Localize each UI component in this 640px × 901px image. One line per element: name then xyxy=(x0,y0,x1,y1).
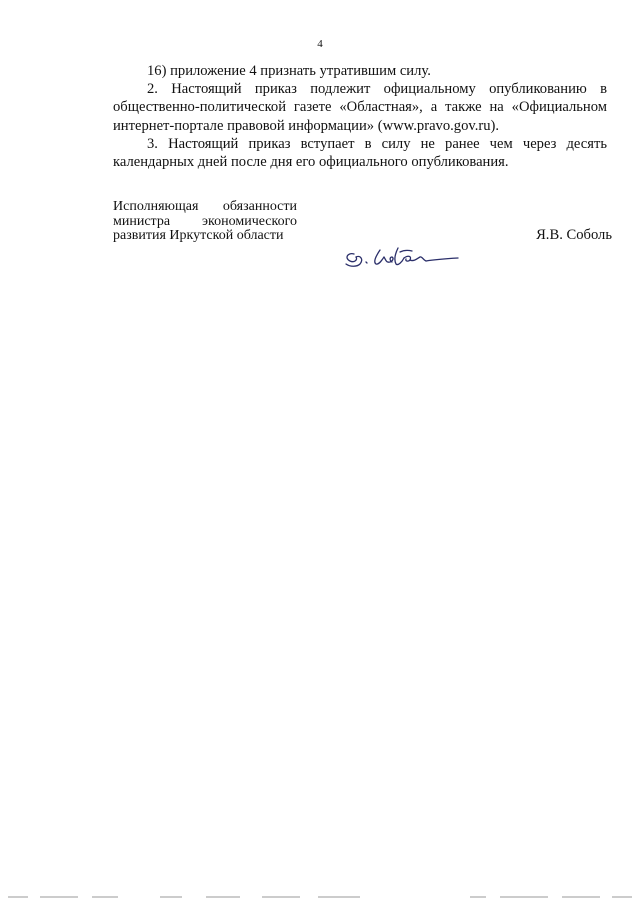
paragraph-effective-date: 3. Настоящий приказ вступает в силу не ранее чем через десять календарных дней после дня его официального опубликования. xyxy=(113,135,607,171)
signatory-position-line: развития Иркутской области xyxy=(113,228,284,244)
signatory-position-line: министра экономического xyxy=(113,213,297,229)
page-number: 4 xyxy=(317,38,323,50)
signatory-position xyxy=(113,200,297,244)
signatory-position-line: Исполняющая обязанности xyxy=(113,199,297,214)
signatory-name: Я.В. Соболь xyxy=(536,227,612,243)
order-body xyxy=(113,62,607,171)
handwritten-signature xyxy=(340,240,470,274)
paragraph-item-16: 16) приложение 4 признать утратившим силу. xyxy=(147,63,431,79)
scan-edge-dashes xyxy=(0,893,640,901)
paragraph-publication: 2. Настоящий приказ подлежит официальному опубликованию в общественно-политической газете «Областная», а также на «Официальном интернет-портале правовой информации» (www.pravo.gov.ru). xyxy=(113,81,607,134)
